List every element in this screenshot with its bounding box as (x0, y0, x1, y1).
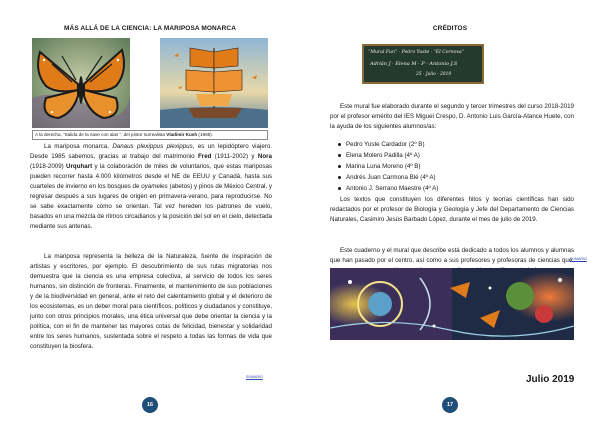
paragraph-butterfly-ethics: La mariposa representa la belleza de la Naturaleza, fuente de inspiración de artistas y escritores, por ejemplo. El descubrimiento de sus rutas migratorias nos demuestra que la ciencia es una empresa colectiva, al servicio de todos los seres humanos, sin distinción de fronteras. Finalmente, el mantenimiento de sus poblaciones y de la biodiversidad en general, ante el reto del calentamiento global y el deterioro de los ecosistemas, es un deber moral para científicos, políticos y ciudadanos y constituye, junto con otros principios morales, una ética universal que debe orientar la ciencia y la política, con el fin de mantener las mayores cotas de felicidad, bienestar y solidaridad entre los seres humanos, sustentada sobre el respeto a todas las formas de vida que constituyen la biosfera. (30, 253, 272, 350)
paragraph-run: oyameles (141, 183, 168, 190)
paragraph-run: , es un lepidóptero viajero. Desde 1985 sabemos, gracias al trabajo del matrimonio (30, 143, 272, 160)
paragraph-run: Danaus plexippus plexippus (112, 143, 193, 150)
student-list-item: Antonio J. Serrano Maestre (4º A) (336, 183, 566, 194)
page-title: MÁS ALLÁ DE LA CIENCIA: LA MARIPOSA MONARCA (64, 25, 236, 32)
paragraph-run: y la colaboración de miles de voluntarios, que estas mariposas pueden recorrer hasta 4.000 kilómetros desde el NE de EEUU y Canadá, hasta sus cuarteles de invierno en los bosques de (30, 163, 272, 190)
student-list-item: Elena Molero Padilla (4º A) (336, 150, 566, 161)
chalk-line-1: “Mural Fun” · Pedro Yuste · “El Cornova” (368, 50, 465, 55)
student-list-item: Marina Luna Moreno (4º B) (336, 161, 566, 172)
page-number: 16 (142, 397, 158, 413)
paragraph-run: La mariposa monarca, (44, 143, 113, 150)
page-title: CRÉDITOS (432, 25, 468, 32)
paragraph-monarch-migration (30, 142, 272, 232)
image-caption (32, 130, 268, 140)
paragraph-dedication: Este cuaderno y el mural que describe está dedicado a todos los alumnos y alumnas que han pasado por el centro, así como a sus profesores y profesoras de ciencias que, (330, 247, 574, 264)
surrealist-painting (160, 38, 268, 128)
student-list (336, 139, 566, 194)
monarch-butterfly-photo (32, 38, 130, 128)
publication-date: Julio 2019 (526, 374, 575, 385)
paragraph-run: Fred (198, 153, 212, 160)
paragraph-run: (1911-2002) y (211, 153, 258, 160)
science-mural-icon (330, 268, 574, 340)
mural-photo (330, 268, 574, 340)
chalk-line-2: Adrián J · Elena M · P · Antonio J.S (370, 61, 458, 67)
caption-suffix: (1965). (197, 132, 213, 137)
caption-painter: Vladimir Kush (166, 132, 198, 137)
paragraph-run: (abetos) y pinos de México Central, y regresar después a sus lugares de origen en primavera-verano, para reproducirse. No se sabe exactamente cómo se orientan. Tal vez hereden los patrones de vuelo, basados en una mezcla de ritmos circadianos y la posición del sol en el cielo, detectada mediante sus antenas. (30, 183, 273, 230)
chalk-line-3: 25 · Julio · 2019 (416, 72, 452, 77)
page-number: 17 (442, 397, 458, 413)
monarch-butterfly-icon (32, 38, 130, 128)
chalkboard-writing (364, 46, 482, 82)
student-list-item: Pedro Yuste Cardador (2º B) (336, 139, 566, 150)
paragraph-run: Urquhart (66, 163, 93, 170)
paragraph-mural-credits: Este mural fue elaborado durante el segundo y tercer trimestres del curso 2018-2019 por el profesor emérito del IES Miguel Crespo, D. Antonio Luis García-Atance Huete, con la ayuda de los siguientes alumnos/as: (330, 103, 574, 130)
paragraph-text-authors: Los textos que constituyen los diferentes hitos y teorías científicas han sido redactados por el profesor de Biología y Geología y Jefe del Departamento de Ciencias Naturales, Casimiro Jesús Barbado López, durante el mes de julio de 2019. (330, 196, 574, 223)
paragraph-run: Nora (257, 153, 272, 160)
sumario-link[interactable]: SUMARIO (246, 375, 263, 379)
caption-text: A la derecha, “Salida de la nave con alas ”, del pintor surrealista (35, 132, 167, 137)
paragraph-run: (1918-2009) (30, 163, 67, 170)
right-page (300, 0, 600, 424)
chalkboard-photo (362, 44, 484, 84)
student-list-item: Andrés Juan Carmona Blé (4º A) (336, 172, 566, 183)
sumario-link[interactable]: SUMARIO (570, 257, 587, 261)
ship-with-butterfly-sails-icon (160, 38, 268, 128)
